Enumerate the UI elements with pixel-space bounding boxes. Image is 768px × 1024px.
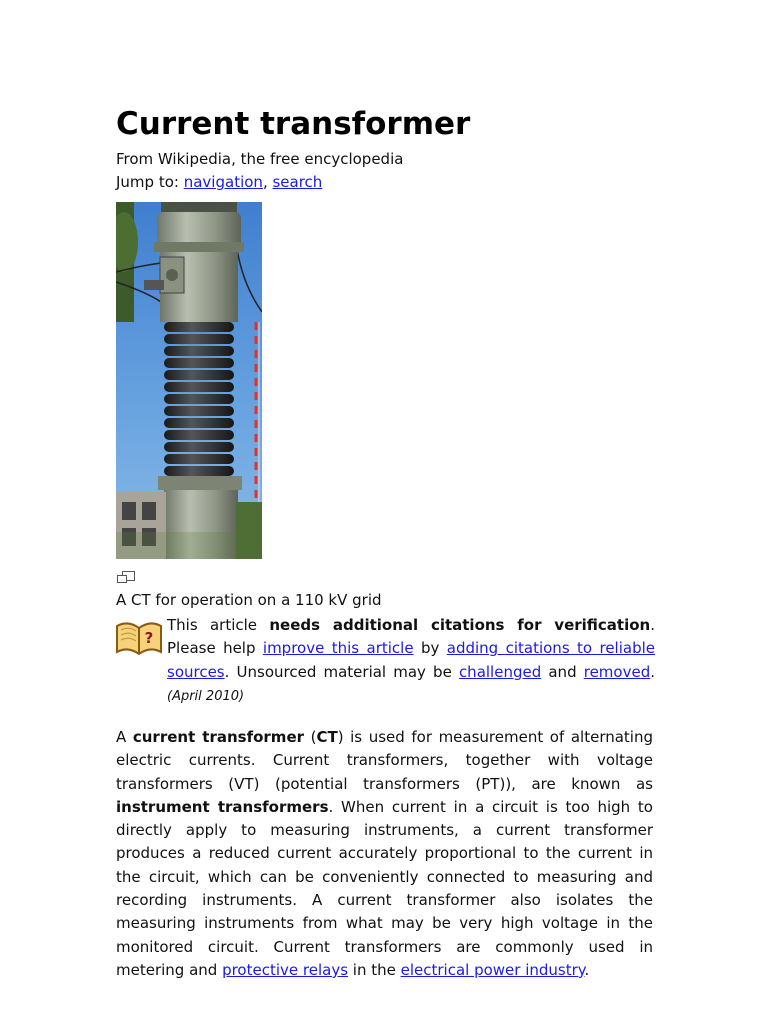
lead-text: A: [116, 728, 133, 746]
lead-text: . When current in a circuit is too high to directly apply to measuring instruments, a current transformer produces a reduced current accurately proportional to the current in the circuit, which can be conveniently connected to measuring and recording instruments. A current transformer also isolates the measuring instruments from what may be very high voltage in the monitored circuit. Current transformers are commonly used in metering and: [116, 797, 653, 979]
lead-paragraph: [116, 726, 653, 982]
site-tagline: From Wikipedia, the free encyclopedia: [116, 150, 404, 168]
notice-text: .: [650, 662, 655, 681]
adding-citations-link[interactable]: adding citations to reliable sources: [167, 639, 656, 681]
term-current-transformer: current transformer: [132, 728, 305, 746]
lead-text: .: [584, 960, 590, 979]
current-transformer-photo: [116, 202, 262, 559]
lead-text: in the: [348, 960, 401, 979]
removed-link[interactable]: removed: [583, 662, 651, 681]
figure-caption: A CT for operation on a 110 kV grid: [116, 591, 382, 609]
notice-emphasis: needs additional citations for verification: [269, 616, 651, 634]
lead-text: (: [304, 728, 317, 746]
jump-search-link[interactable]: search: [272, 173, 323, 191]
notice-text: by: [413, 639, 447, 658]
term-instrument-transformers: instrument transformers: [116, 797, 329, 816]
notice-date: (April 2010): [167, 688, 245, 704]
term-ct: CT: [316, 728, 338, 746]
lead-text: ) is used for measurement of alternating electric currents. Current transformers, together with voltage transformers (VT) (potential transformers (PT)), are known as: [116, 728, 653, 793]
svg-text:?: ?: [144, 629, 154, 647]
magnify-clip-icon[interactable]: [116, 570, 136, 585]
jump-to-bar: Jump to: navigation, search: [116, 173, 323, 191]
protective-relays-link[interactable]: protective relays: [222, 960, 349, 979]
jump-to-label: Jump to:: [116, 173, 179, 191]
figure-image[interactable]: [116, 202, 262, 559]
electrical-power-industry-link[interactable]: electrical power industry: [400, 960, 585, 979]
notice-text: and: [541, 662, 584, 681]
citation-notice: [167, 614, 655, 708]
page-title: Current transformer: [116, 106, 471, 142]
notice-text: . Unsourced material may be: [224, 662, 459, 681]
jump-navigation-link[interactable]: navigation: [183, 173, 263, 191]
book-question-icon: [114, 616, 164, 660]
challenged-link[interactable]: challenged: [458, 662, 542, 681]
notice-text: This article: [167, 616, 270, 634]
notice-text: . Please help: [167, 616, 655, 658]
improve-article-link[interactable]: improve this article: [262, 639, 414, 658]
